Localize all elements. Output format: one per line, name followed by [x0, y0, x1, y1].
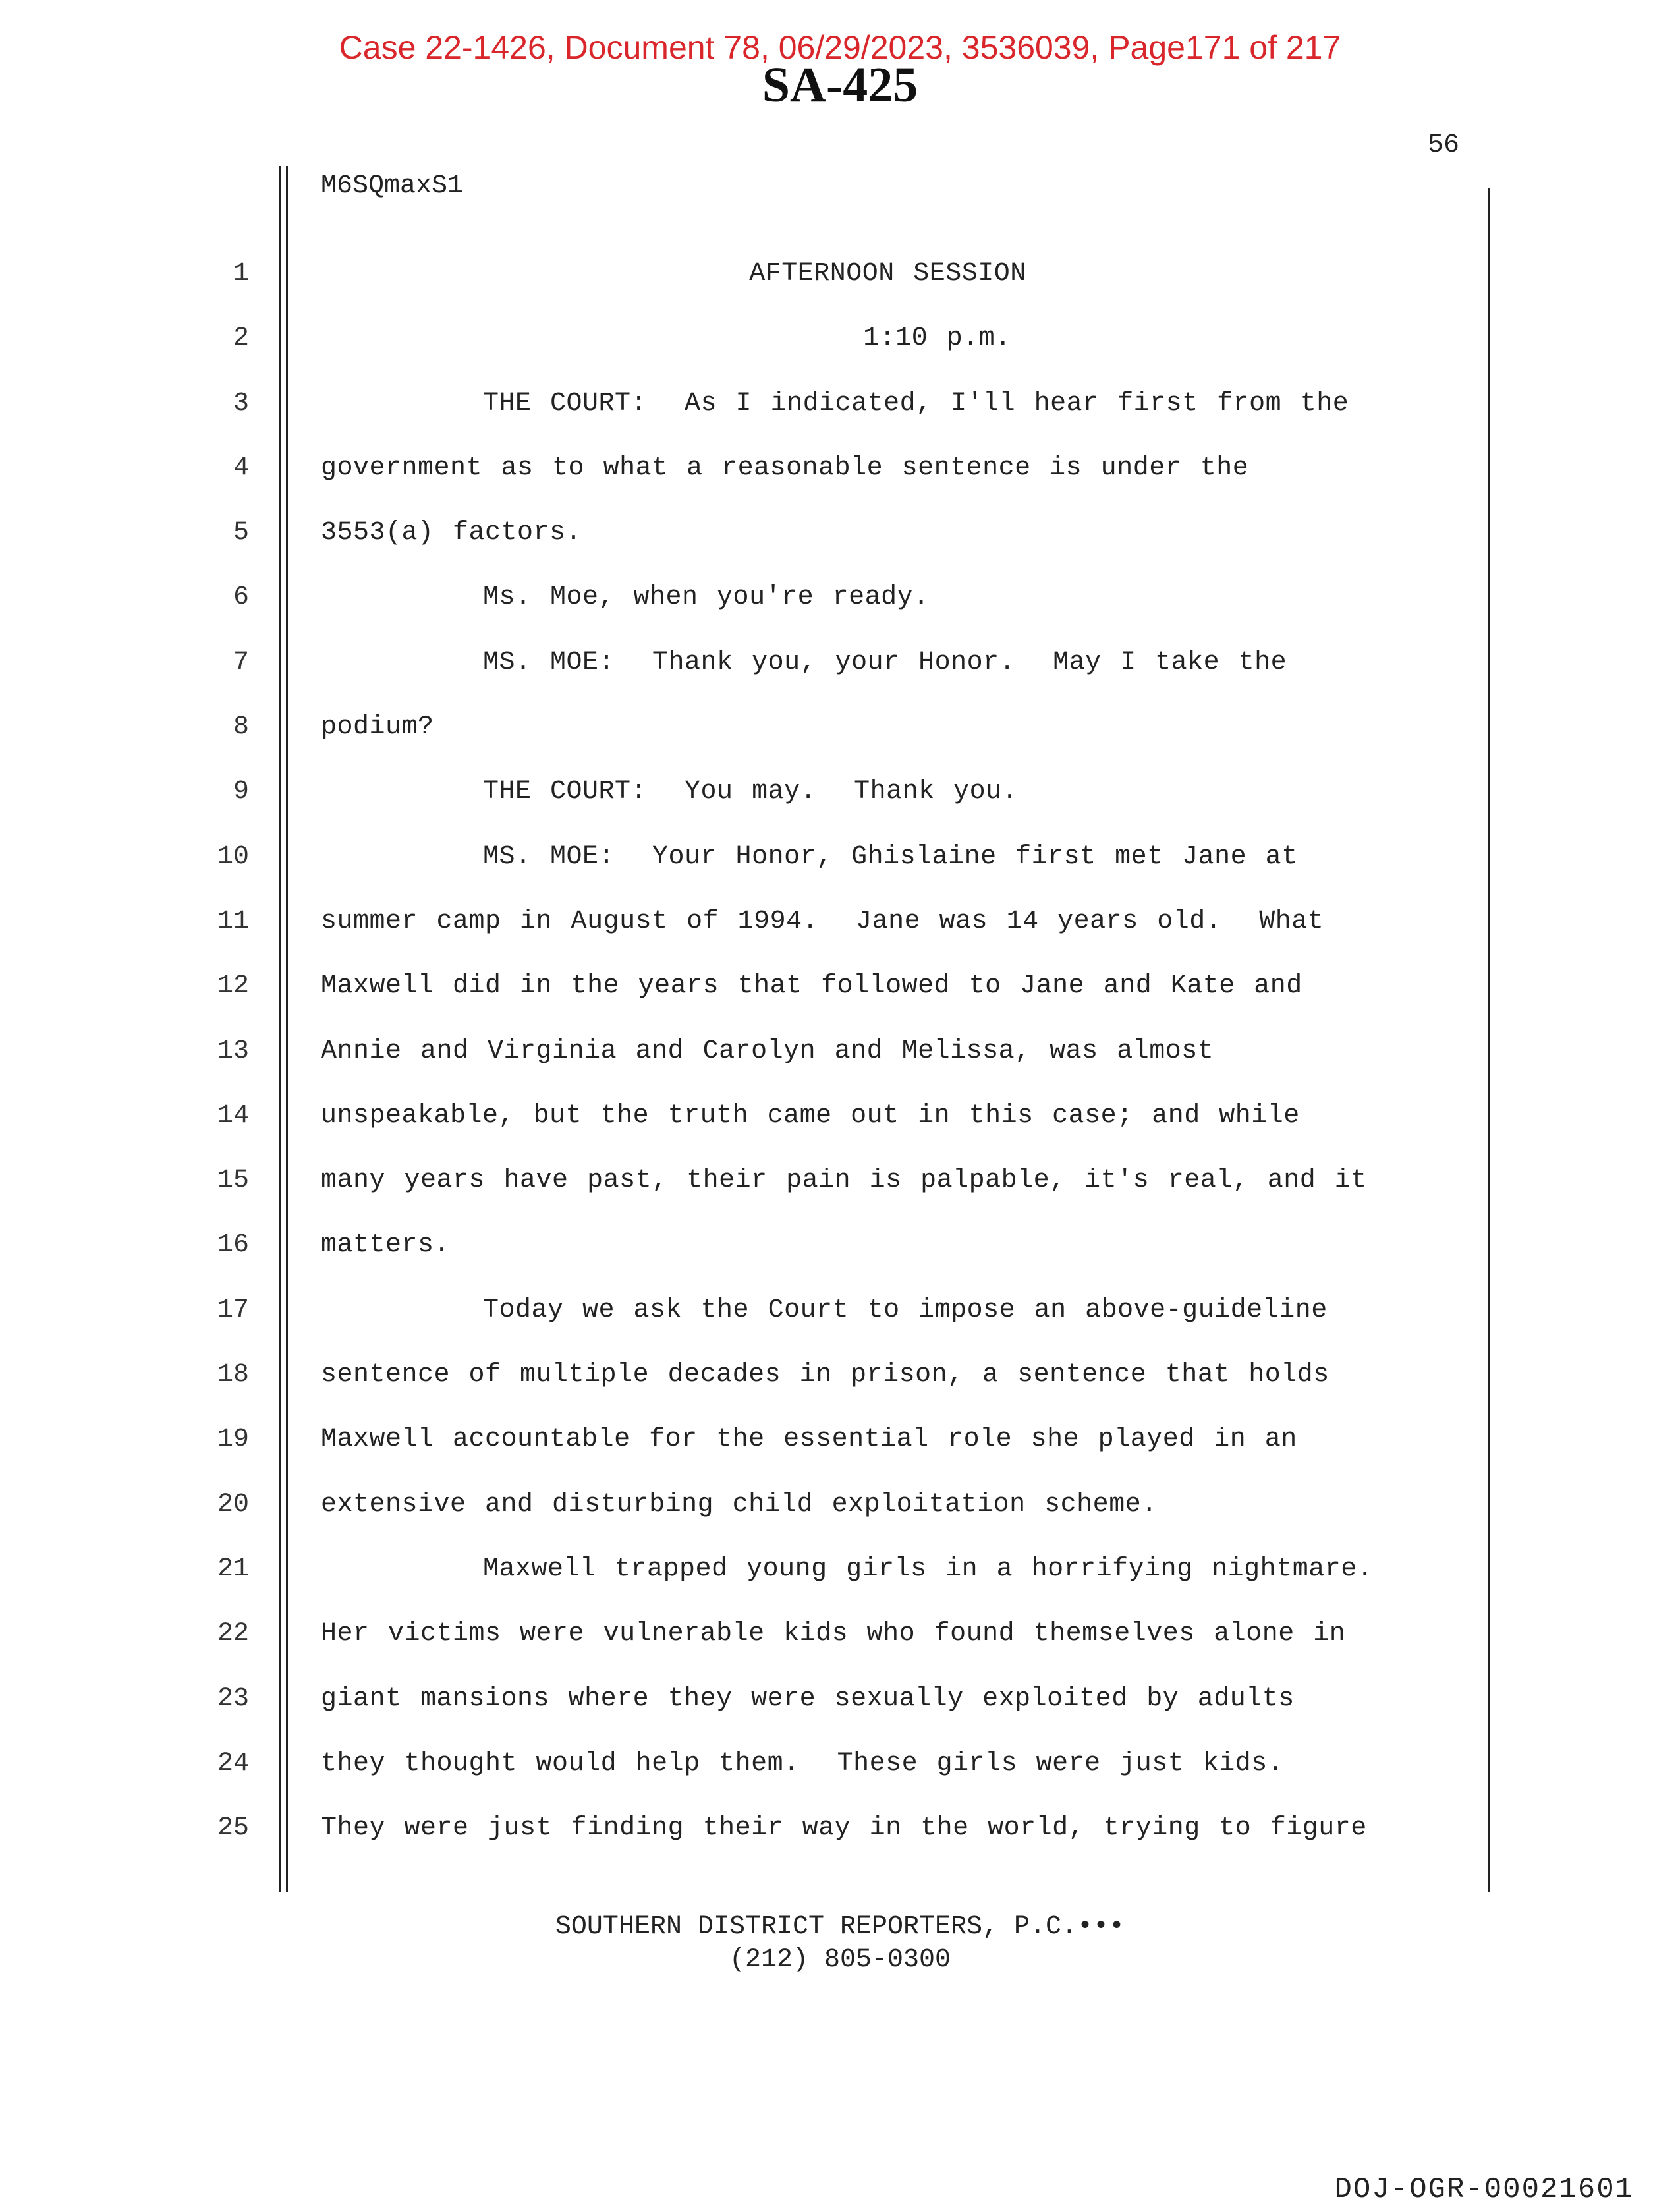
line-number: 22 [217, 1619, 249, 1649]
line-number: 21 [217, 1554, 249, 1584]
reporter-footer [0, 1911, 1680, 1977]
line-number: 11 [217, 906, 249, 936]
transcript-line [0, 1096, 1680, 1161]
line-text: summer camp in August of 1994. Jane was 14 years old. What [321, 906, 1324, 936]
reporter-phone: (212) 805-0300 [729, 1945, 951, 1975]
transcript-line [0, 772, 1680, 837]
line-number: 4 [233, 453, 249, 483]
transcript-line [0, 967, 1680, 1031]
transcript-line [0, 1680, 1680, 1744]
line-text: Maxwell did in the years that followed to Jane and Kate and [321, 971, 1302, 1002]
transcript-line [0, 1744, 1680, 1809]
line-text: THE COURT: You may. Thank you. [483, 777, 1019, 807]
transcript-line [0, 513, 1680, 578]
transcript-line [0, 1226, 1680, 1290]
line-number: 16 [217, 1230, 249, 1261]
line-number: 10 [217, 841, 249, 872]
transcript-line [0, 1161, 1680, 1226]
line-number: 12 [217, 971, 249, 1002]
transcript-id: M6SQmaxS1 [321, 171, 464, 201]
line-text: matters. [321, 1230, 451, 1261]
transcript-line [0, 1485, 1680, 1550]
line-text: Maxwell accountable for the essential role she played in an [321, 1425, 1297, 1455]
line-text: Ms. Moe, when you're ready. [483, 582, 930, 613]
line-text: 3553(a) factors. [321, 518, 582, 548]
transcript-line [0, 837, 1680, 902]
line-text: unspeakable, but the truth came out in this case; and while [321, 1100, 1300, 1131]
line-number: 25 [217, 1813, 249, 1844]
line-text: 1:10 p.m. [863, 324, 1011, 354]
line-text: Annie and Virginia and Carolyn and Melissa, was almost [321, 1036, 1214, 1066]
case-stamp-header: Case 22-1426, Document 78, 06/29/2023, 3536039, Page171 of 217 [339, 29, 1341, 66]
line-number: 2 [233, 324, 249, 354]
transcript-line [0, 708, 1680, 772]
transcript-lines [0, 254, 1680, 1873]
line-number: 1 [233, 259, 249, 289]
line-number: 3 [233, 388, 249, 418]
line-text: MS. MOE: Your Honor, Ghislaine first met Jane at [483, 841, 1298, 872]
transcript-line [0, 902, 1680, 967]
line-number: 7 [233, 647, 249, 677]
line-text: many years have past, their pain is palpable, it's real, and it [321, 1166, 1367, 1196]
line-text: giant mansions where they were sexually exploited by adults [321, 1684, 1295, 1714]
bates-number: DOJ-OGR-00021601 [1334, 2173, 1634, 2206]
transcript-line [0, 578, 1680, 642]
line-text: sentence of multiple decades in prison, a sentence that holds [321, 1360, 1330, 1390]
transcript-line [0, 254, 1680, 319]
transcript-line [0, 1355, 1680, 1420]
line-number: 20 [217, 1489, 249, 1519]
line-number: 15 [217, 1166, 249, 1196]
transcript-line [0, 643, 1680, 708]
line-number: 6 [233, 582, 249, 613]
transcript-line [0, 449, 1680, 513]
line-number: 23 [217, 1684, 249, 1714]
line-text: THE COURT: As I indicated, I'll hear first from the [483, 388, 1349, 418]
line-number: 14 [217, 1100, 249, 1131]
transcript-line [0, 1291, 1680, 1355]
line-text: they thought would help them. These girls were just kids. [321, 1748, 1284, 1778]
line-number: 18 [217, 1360, 249, 1390]
transcript-line [0, 1809, 1680, 1873]
line-text: AFTERNOON SESSION [749, 259, 1026, 289]
line-text: Today we ask the Court to impose an above-guideline [483, 1295, 1328, 1325]
line-number: 13 [217, 1036, 249, 1066]
transcript-line [0, 1032, 1680, 1096]
line-text: MS. MOE: Thank you, your Honor. May I take the [483, 647, 1287, 677]
line-number: 24 [217, 1748, 249, 1778]
line-number: 19 [217, 1425, 249, 1455]
line-text: Maxwell trapped young girls in a horrifying nightmare. [483, 1554, 1374, 1584]
line-text: extensive and disturbing child exploitation scheme. [321, 1489, 1158, 1519]
transcript-line [0, 1420, 1680, 1485]
transcript-page-number: 56 [1427, 130, 1459, 160]
transcript-line [0, 319, 1680, 383]
transcript-line [0, 1550, 1680, 1614]
line-number: 17 [217, 1295, 249, 1325]
transcript-line [0, 1614, 1680, 1679]
line-text: Her victims were vulnerable kids who found themselves alone in [321, 1619, 1346, 1649]
line-text: They were just finding their way in the world, trying to figure [321, 1813, 1367, 1844]
line-text: podium? [321, 712, 434, 743]
line-number: 9 [233, 777, 249, 807]
transcript-line [0, 384, 1680, 449]
line-number: 8 [233, 712, 249, 743]
sa-page-number: SA-425 [762, 57, 918, 113]
line-number: 5 [233, 518, 249, 548]
line-text: government as to what a reasonable sentence is under the [321, 453, 1249, 483]
reporter-firm: SOUTHERN DISTRICT REPORTERS, P.C.••• [555, 1912, 1125, 1942]
